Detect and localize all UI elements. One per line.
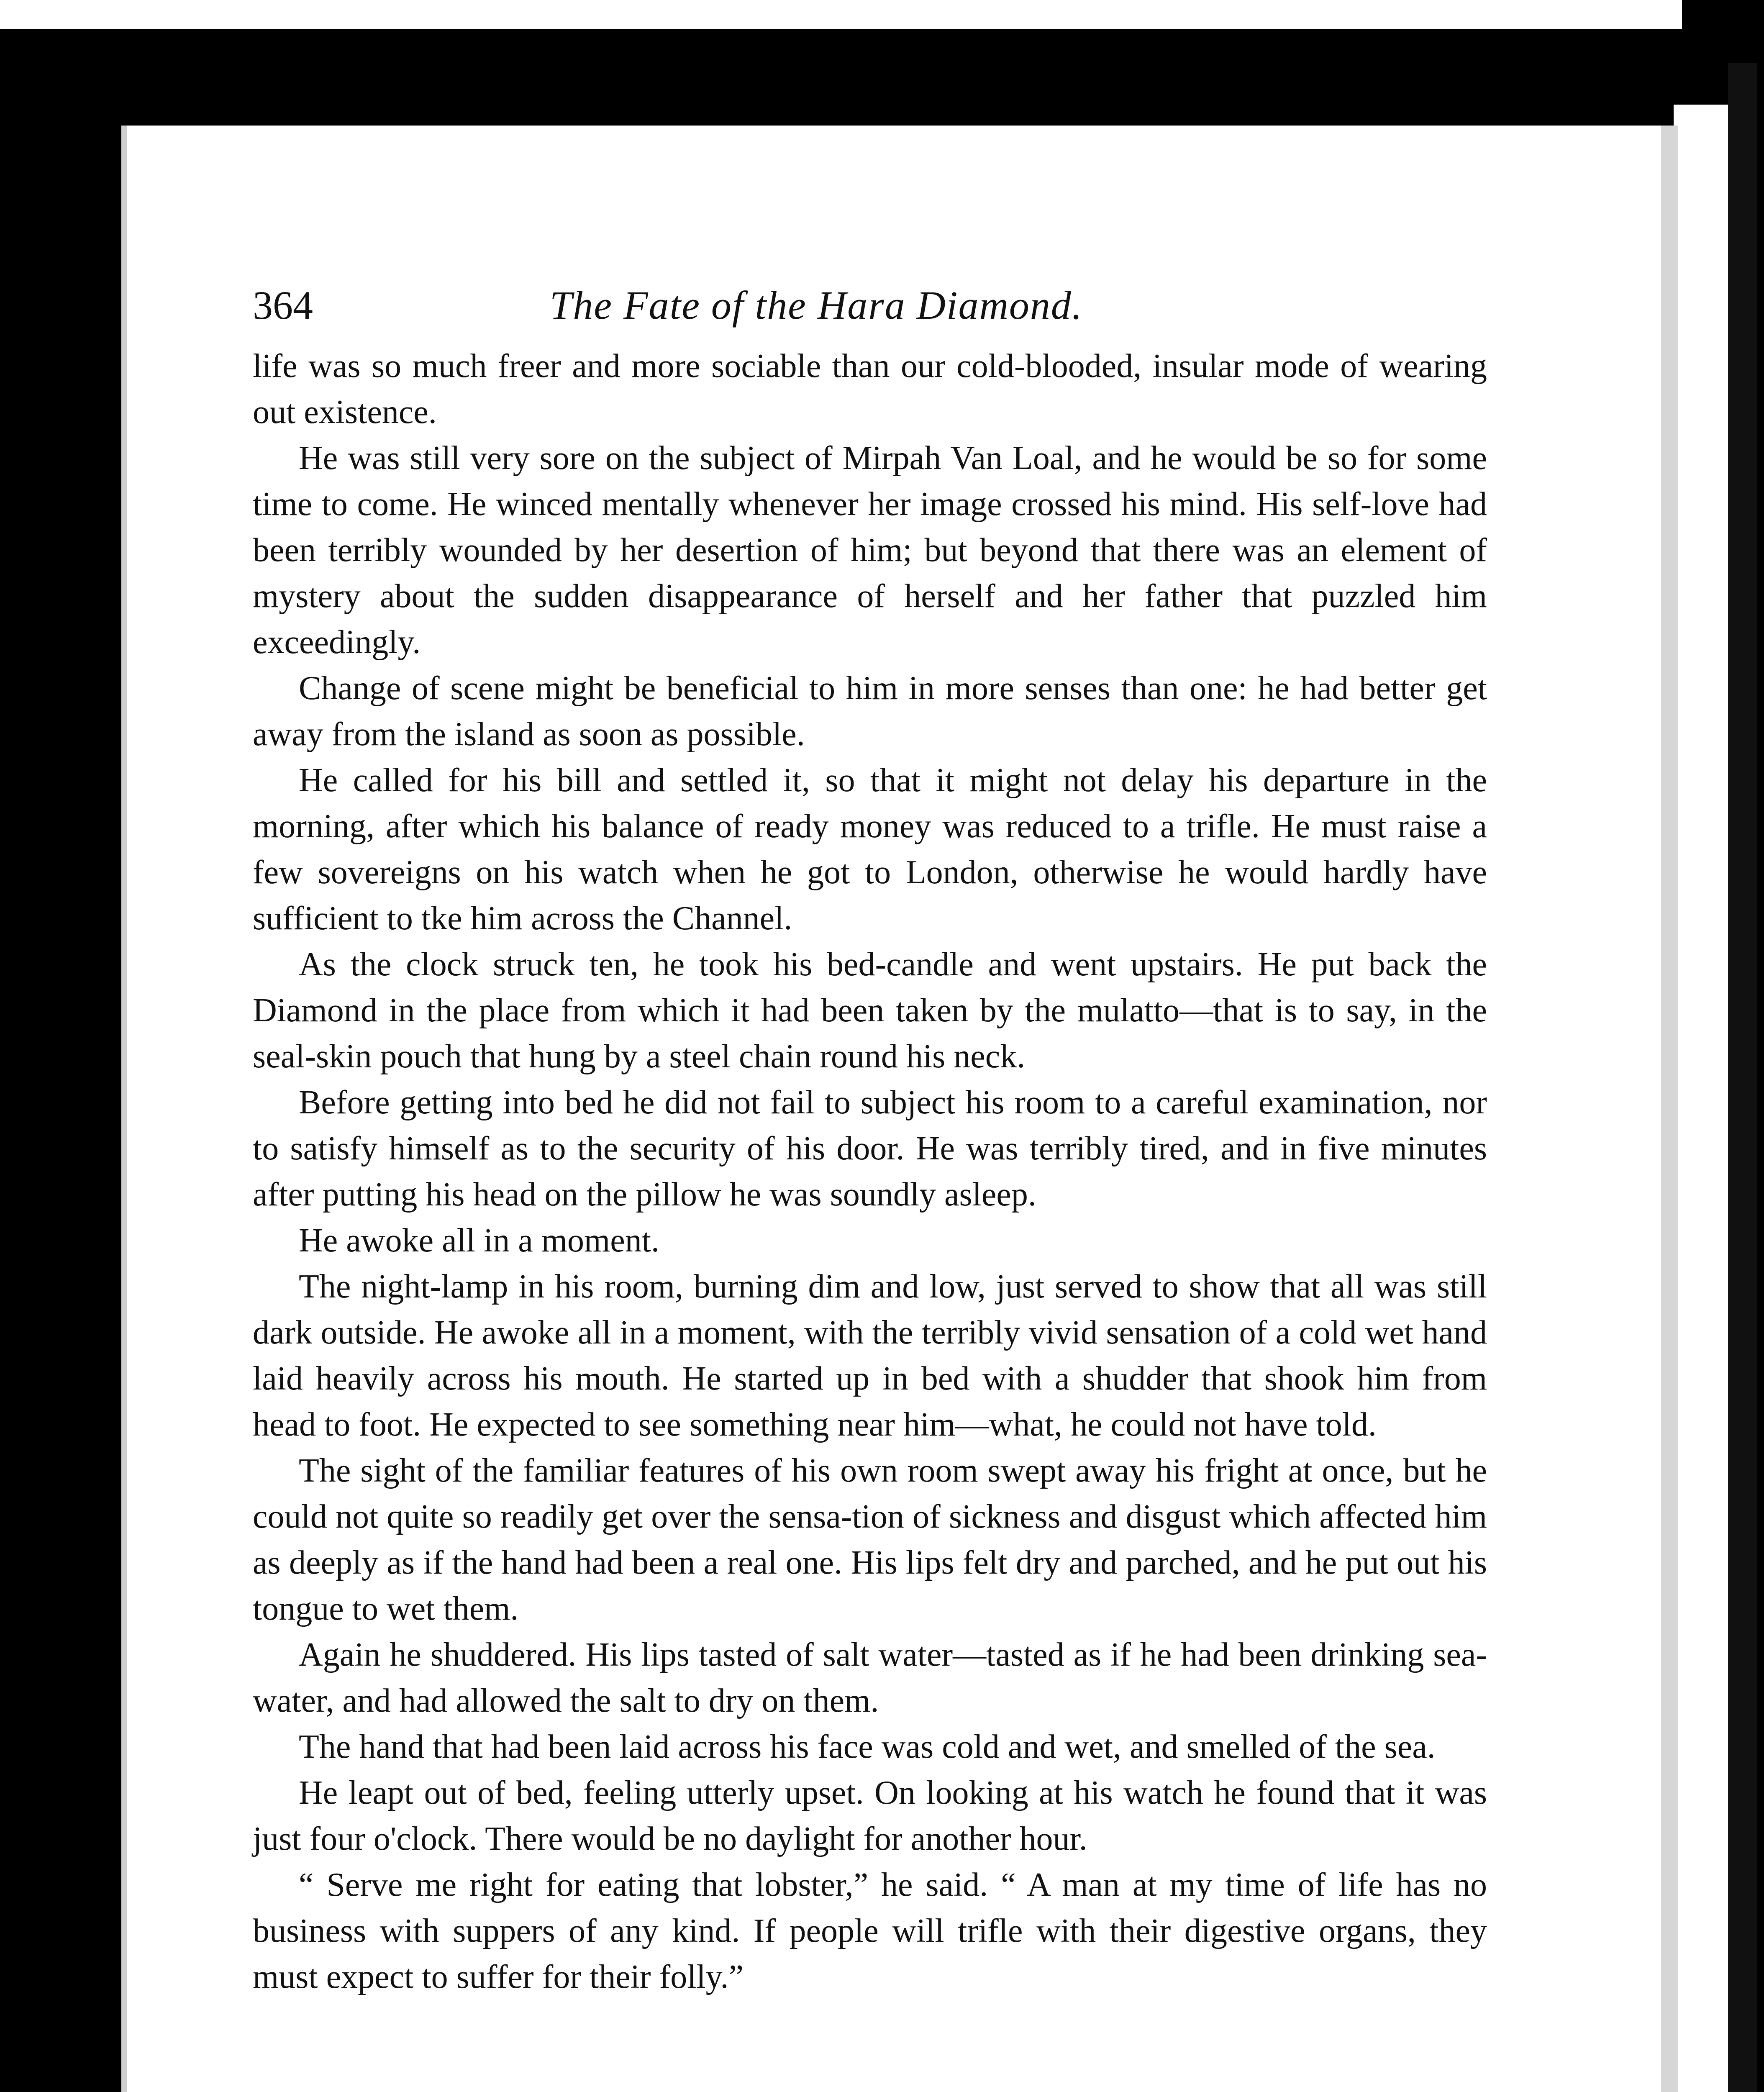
body-text xyxy=(253,343,1487,2000)
paragraph: The night-lamp in his room, burning dim and low, just served to show that all was still dark outside. He awoke all in a moment, with the terribly vivid sensation of a cold wet hand laid heavily across his mouth. He started up in bed with a shudder that shook him from head to foot. He expected to see something near him—what, he could not have told. xyxy=(253,1268,1487,1443)
paragraph: He leapt out of bed, feeling utterly upset. On looking at his watch he found that it was just four o'clock. There would be no daylight for another hour. xyxy=(253,1774,1487,1857)
paragraph: Before getting into bed he did not fail to subject his room to a careful examination, nor to satisfy himself as to the security of his door. He was terribly tired, and in five minutes after putting his head on the pillow he was soundly asleep. xyxy=(253,1084,1487,1213)
paragraph: He was still very sore on the subject of Mirpah Van Loal, and he would be so for some time to come. He winced mentally whenever her image crossed his mind. His self-love had been terribly wounded by her desertion of him; but beyond that there was an element of mystery about the sudden disappearance of herself and her father that puzzled him exceedingly. xyxy=(253,440,1487,661)
paragraph: The hand that had been laid across his face was cold and wet, and smelled of the sea. xyxy=(299,1728,1436,1765)
paragraph: As the clock struck ten, he took his bed-candle and went upstairs. He put back the Diamond in the place from which it had been taken by the mulatto—that is to say, in the seal-skin pouch that hung by a steel chain round his neck. xyxy=(253,946,1487,1075)
paragraph: Change of scene might be beneficial to him in more senses than one: he had better get away from the island as soon as possible. xyxy=(253,670,1487,753)
paragraph: Again he shuddered. His lips tasted of salt water—tasted as if he had been drinking sea-water, and had allowed the salt to dry on them. xyxy=(253,1636,1487,1719)
chapter-running-title: The Fate of the Hara Diamond. xyxy=(550,283,1083,328)
page-number: 364 xyxy=(253,283,313,328)
paragraph: He awoke all in a moment. xyxy=(299,1222,659,1259)
paragraph: life was so much freer and more sociable than our cold-blooded, insular mode of wearing out existence. xyxy=(253,348,1487,431)
paragraph: He called for his bill and settled it, so that it might not delay his departure in the morning, after which his balance of ready money was reduced to a trifle. He must raise a few sovereigns on his watch when he got to London, otherwise he would hardly have sufficient to tke him across the Channel. xyxy=(253,762,1487,937)
book-page xyxy=(121,126,1678,2092)
paragraph: “ Serve me right for eating that lobster,” he said. “ A man at my time of life has no business with suppers of any kind. If people will trifle with their digestive organs, they must expect to suffer for their folly.” xyxy=(253,1866,1487,1995)
paragraph: The sight of the familiar features of his own room swept away his fright at once, but he could not quite so readily get over the sensa-tion of sickness and disgust which affected him as deeply as if the hand had been a real one. His lips felt dry and parched, and he put out his tongue to wet them. xyxy=(253,1452,1487,1627)
running-head xyxy=(253,276,1487,335)
page-content xyxy=(253,276,1487,2000)
page-gutter-shadow xyxy=(1728,63,1757,2092)
previous-page-edge xyxy=(0,0,1682,29)
